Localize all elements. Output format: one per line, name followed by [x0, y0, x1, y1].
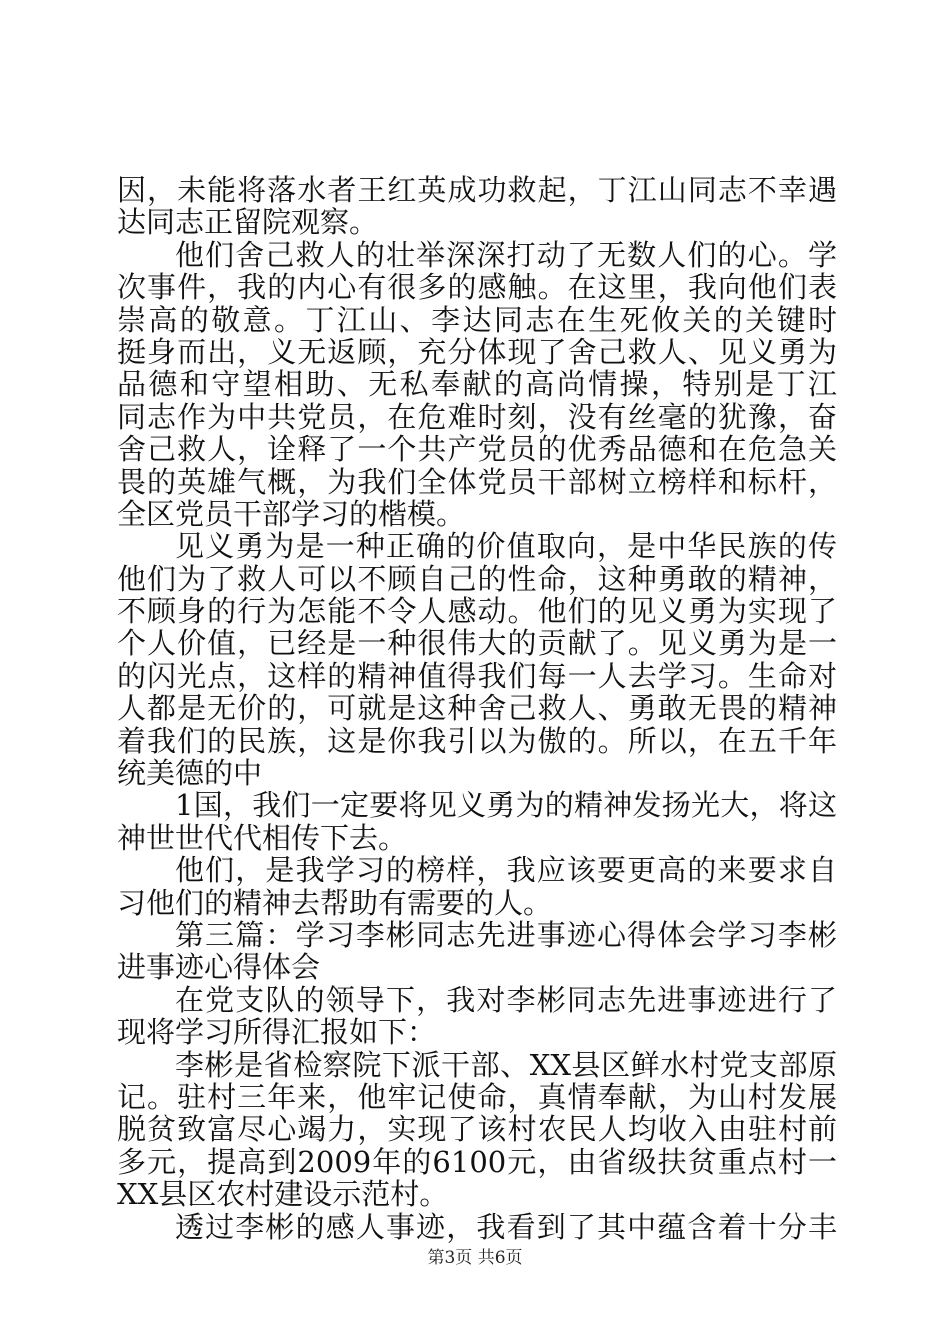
text-line: 习他们的精神去帮助有需要的人。 — [117, 886, 553, 919]
text-line: 次事件，我的内心有很多的感触。在这里，我向他们表 — [117, 271, 837, 304]
text-line: 在党支队的领导下，我对李彬同志先进事迹进行了 — [175, 983, 837, 1017]
text-line: 着我们的民族，这是你我引以为傲的。所以，在五千年 — [117, 724, 837, 758]
text-line: 崇高的敬意。丁江山、李达同志在生死攸关的关键时 — [117, 303, 837, 336]
text-line: 他们，是我学习的榜样，我应该要更高的来要求自 — [175, 854, 837, 887]
text-line: 第三篇：学习李彬同志先进事迹心得体会学习李彬 — [175, 918, 837, 952]
text-line: 记。驻村三年来，他牢记使命，真情奉献，为山村发展 — [117, 1080, 837, 1114]
text-line: 不顾身的行为怎能不令人感动。他们的见义勇为实现了 — [117, 595, 837, 628]
text-line: 全区党员干部学习的楷模。 — [117, 497, 466, 531]
text-line: 达同志正留院观察。 — [117, 206, 379, 239]
text-line: 品德和守望相助、无私奉献的高尚情操，特别是丁江 — [117, 368, 837, 401]
text-line: 的闪光点，这样的精神值得我们每一人去学习。生命对 — [117, 659, 837, 693]
text-line: 见义勇为是一种正确的价值取向，是中华民族的传 — [175, 530, 837, 563]
text-line: 他们为了救人可以不顾自己的性命，这种勇敢的精神， — [117, 562, 837, 596]
text-line: 舍己救人，诠释了一个共产党员的优秀品德和在危急关 — [117, 433, 837, 466]
text-line: 人都是无价的，可就是这种舍己救人、勇敢无畏的精神 — [117, 692, 837, 725]
text-line: 透过李彬的感人事迹，我看到了其中蕴含着十分丰 — [175, 1210, 837, 1243]
page-footer: 第3页 共6页 — [427, 1248, 523, 1268]
text-line: 脱贫致富尽心竭力，实现了该村农民人均收入由驻村前 — [117, 1113, 837, 1146]
text-line: 进事迹心得体会 — [117, 951, 321, 984]
text-line: XX县区农村建设示范村。 — [117, 1178, 449, 1211]
text-line: 因，未能将落水者王红英成功救起，丁江山同志不幸遇 — [117, 174, 837, 207]
text-line: 统美德的中 — [117, 757, 263, 790]
text-line: 他们舍己救人的壮举深深打动了无数人们的心。学 — [175, 238, 837, 272]
text-line: 畏的英雄气概，为我们全体党员干部树立榜样和标杆， — [117, 465, 837, 498]
text-line: 李彬是省检察院下派干部、XX县区鲜水村党支部原 — [175, 1048, 837, 1081]
text-line: 神世世代代相传下去。 — [117, 821, 408, 855]
text-line: 同志作为中共党员，在危难时刻，没有丝毫的犹豫，奋 — [117, 400, 837, 434]
text-line: 多元，提高到2009年的6100元，由省级扶贫重点村一 — [117, 1145, 837, 1179]
text-line: 挺身而出，义无返顾，充分体现了舍己救人、见义勇为 — [117, 335, 837, 369]
text-line: 个人价值，已经是一种很伟大的贡献了。见义勇为是一 — [117, 627, 837, 660]
text-line: 1国，我们一定要将见义勇为的精神发扬光大，将这 — [175, 789, 837, 822]
text-line: 现将学习所得汇报如下： — [117, 1016, 437, 1049]
document-body — [117, 174, 837, 1243]
